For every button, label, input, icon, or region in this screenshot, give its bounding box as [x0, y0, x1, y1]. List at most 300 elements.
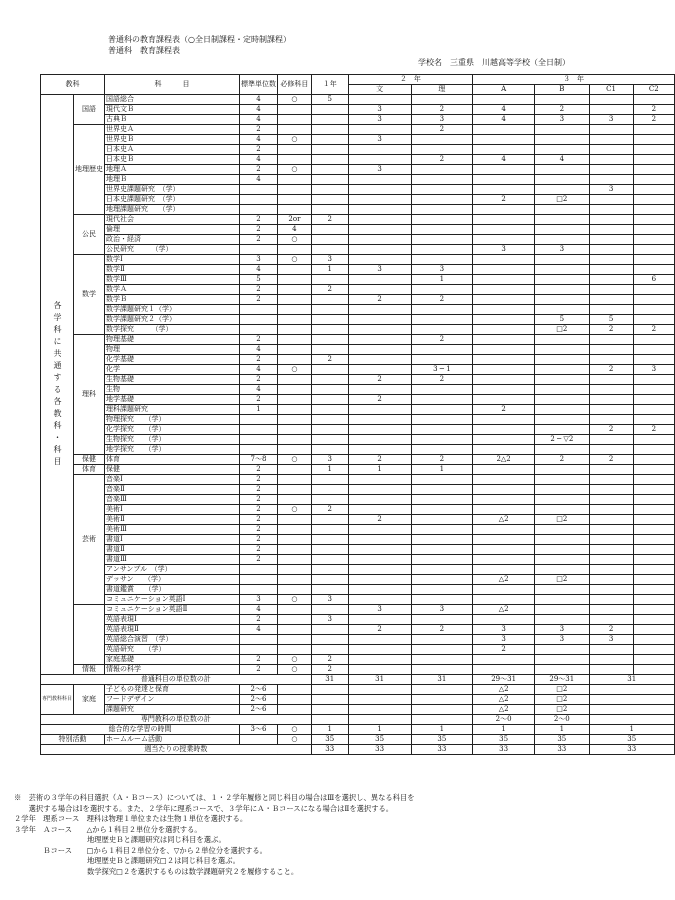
year3-b-units: [535, 485, 589, 495]
year3-b-units: [535, 235, 589, 245]
subject-name: 世界史課題研究 （学）: [105, 185, 240, 195]
year1-units: [311, 385, 348, 395]
year3-c2-units: [633, 265, 674, 275]
year3-c2-units: 2: [633, 325, 674, 335]
required-mark: [278, 175, 312, 185]
required-mark: [278, 125, 312, 135]
subtotal-label: 専門教科の単位数の計: [41, 715, 312, 725]
year2-bun-units: [348, 145, 411, 155]
std-units: 4: [240, 105, 278, 115]
required-mark: [278, 275, 312, 285]
subject-name: 公民研究 （学）: [105, 245, 240, 255]
subject-name: 保健: [105, 465, 240, 475]
std-units: [240, 305, 278, 315]
subject-name: デッサン （学）: [105, 575, 240, 585]
year3-a-units: [473, 385, 535, 395]
table-row: [41, 255, 675, 265]
table-cell: [311, 695, 348, 705]
year3-b-units: [535, 545, 589, 555]
year2-ri-units: [411, 585, 473, 595]
year3-a-units: [473, 545, 535, 555]
subject-name: 情報の科学: [105, 665, 240, 675]
table-row: [41, 155, 675, 165]
year3-b-units: [535, 165, 589, 175]
subject-name: 数学探究 （学）: [105, 325, 240, 335]
year1-units: [311, 475, 348, 485]
year3-a-units: [473, 595, 535, 605]
year3-c1-units: [589, 535, 633, 545]
table-row: [41, 145, 675, 155]
year2-bun-units: [348, 325, 411, 335]
year3-b-units: [535, 605, 589, 615]
subtotal-row: [41, 675, 675, 685]
subject-name: 化学探究 （学）: [105, 425, 240, 435]
year2-bun-units: [348, 335, 411, 345]
year2-bun-units: [348, 305, 411, 315]
subject-name: 英語表現Ⅰ: [105, 615, 240, 625]
year3-c1-units: [589, 155, 633, 165]
subject-name: 書道Ⅰ: [105, 535, 240, 545]
year3-a-units: 3: [473, 245, 535, 255]
year1-units: [311, 635, 348, 645]
year3-c2-units: [633, 145, 674, 155]
year2-ri-units: [411, 435, 473, 445]
year3-c1-units: [589, 435, 633, 445]
table-row: [41, 365, 675, 375]
year1-units: [311, 485, 348, 495]
year2-bun-units: 3: [348, 105, 411, 115]
table-cell: 1: [311, 725, 348, 735]
required-mark: [278, 535, 312, 545]
year2-bun-units: [348, 365, 411, 375]
subject-name: 政治・経済: [105, 235, 240, 245]
year1-units: [311, 445, 348, 455]
year3-a-units: [473, 485, 535, 495]
year1-units: [311, 115, 348, 125]
year2-bun-units: [348, 405, 411, 415]
year2-bun-units: 3: [348, 115, 411, 125]
year2-bun-units: [348, 275, 411, 285]
year3-b-units: [535, 395, 589, 405]
year2-ri-units: [411, 285, 473, 295]
year3-c2-units: [633, 375, 674, 385]
year3-b-units: [535, 585, 589, 595]
year2-bun-units: [348, 315, 411, 325]
std-units: [240, 445, 278, 455]
year1-units: 3: [311, 255, 348, 265]
year3-b-units: □2: [535, 515, 589, 525]
year3-b-units: [535, 365, 589, 375]
subject-name: 現代社会: [105, 215, 240, 225]
year3-a-units: [473, 275, 535, 285]
subject-name: フードデザイン: [105, 695, 240, 705]
year3-a-units: [473, 255, 535, 265]
table-row: [41, 225, 675, 235]
table-cell: 33: [589, 745, 675, 755]
table-cell: 2～0: [473, 715, 535, 725]
year2-ri-units: [411, 345, 473, 355]
year1-units: [311, 155, 348, 165]
year3-c2-units: [633, 485, 674, 495]
subject-group: 公民: [74, 215, 105, 255]
year3-c1-units: [589, 335, 633, 345]
year3-b-units: □2: [535, 705, 589, 715]
year2-ri-units: [411, 515, 473, 525]
std-units: 2～6: [240, 695, 278, 705]
table-cell: [278, 705, 312, 715]
table-row: [41, 215, 675, 225]
note-line: ※ 芸術の３学年の科目選択（Ａ・Ｂコース）については、１・２学年履修と同じ科目の場合はⅢを選択し、異なる科目を: [14, 793, 415, 802]
year3-c2-units: [633, 465, 674, 475]
year3-c2-units: [633, 555, 674, 565]
year3-b-units: 3: [535, 625, 589, 635]
year1-units: [311, 525, 348, 535]
year3-c2-units: [633, 575, 674, 585]
year3-c2-units: [633, 415, 674, 425]
year3-c2-units: [633, 475, 674, 485]
year3-c1-units: [589, 515, 633, 525]
table-row: [41, 375, 675, 385]
year2-ri-units: [411, 395, 473, 405]
table-cell: 35: [348, 735, 411, 745]
subject-name: 地学探究 （学）: [105, 445, 240, 455]
year2-bun-units: [348, 555, 411, 565]
year2-ri-units: [411, 665, 473, 675]
std-units: 2: [240, 125, 278, 135]
subject-name: 数学Ⅱ: [105, 265, 240, 275]
year3-c1-units: [589, 195, 633, 205]
year2-bun-units: 3: [348, 165, 411, 175]
year2-ri-units: [411, 255, 473, 265]
year3-c2-units: [633, 285, 674, 295]
required-mark: [278, 515, 312, 525]
subject-name: 体育: [105, 455, 240, 465]
year3-b-units: [535, 305, 589, 315]
year2-bun-units: [348, 205, 411, 215]
year3-a-units: 4: [473, 105, 535, 115]
table-cell: 33: [348, 745, 411, 755]
year3-c2-units: [633, 335, 674, 345]
year3-c1-units: [589, 295, 633, 305]
required-mark: [278, 195, 312, 205]
year3-c1-units: [589, 105, 633, 115]
std-units: [240, 585, 278, 595]
required-mark: [278, 395, 312, 405]
year3-c1-units: [589, 655, 633, 665]
table-row: [41, 535, 675, 545]
table-row: [41, 485, 675, 495]
year3-c1-units: [589, 585, 633, 595]
subject-name: 数学Ｂ: [105, 295, 240, 305]
year3-c1-units: [589, 565, 633, 575]
std-units: [240, 635, 278, 645]
table-row: [41, 735, 675, 745]
table-cell: 35: [411, 735, 473, 745]
year3-b-units: [535, 95, 589, 105]
required-mark: ○: [278, 655, 312, 665]
subject-name: 美術Ⅲ: [105, 525, 240, 535]
std-units: [240, 565, 278, 575]
std-units: 2: [240, 655, 278, 665]
required-mark: 4: [278, 225, 312, 235]
year3-a-units: [473, 325, 535, 335]
table-cell: [411, 695, 473, 705]
year3-b-units: 3: [535, 115, 589, 125]
year3-b-units: [535, 445, 589, 455]
std-units: 2: [240, 475, 278, 485]
year3-c1-units: [589, 125, 633, 135]
required-mark: ○: [278, 95, 312, 105]
year3-c2-units: [633, 225, 674, 235]
subject-name: コミュニケーション英語Ⅰ: [105, 595, 240, 605]
year2-bun-units: [348, 125, 411, 135]
col-c2: C2: [633, 85, 674, 95]
required-mark: [278, 635, 312, 645]
year3-a-units: 3: [473, 635, 535, 645]
year3-b-units: [535, 135, 589, 145]
year3-b-units: [535, 255, 589, 265]
subject-name: 音楽Ⅲ: [105, 495, 240, 505]
table-row: [41, 205, 675, 215]
year3-a-units: 2△2: [473, 455, 535, 465]
year3-a-units: [473, 505, 535, 515]
table-row: [41, 425, 675, 435]
school-name: 学校名 三重県 川越高等学校（全日制）: [418, 58, 570, 67]
year3-b-units: [535, 285, 589, 295]
year3-a-units: [473, 225, 535, 235]
year2-bun-units: [348, 155, 411, 165]
required-mark: [278, 375, 312, 385]
year3-a-units: [473, 135, 535, 145]
year3-c1-units: 2: [589, 455, 633, 465]
year3-a-units: [473, 665, 535, 675]
year3-c1-units: [589, 175, 633, 185]
year3-a-units: [473, 525, 535, 535]
std-units: 2: [240, 515, 278, 525]
year3-c2-units: [633, 185, 674, 195]
year3-c2-units: 6: [633, 275, 674, 285]
year2-bun-units: 2: [348, 625, 411, 635]
col-bun: 文: [348, 85, 411, 95]
year3-b-units: [535, 265, 589, 275]
year1-units: 3: [311, 595, 348, 605]
year3-b-units: [535, 345, 589, 355]
year2-ri-units: [411, 485, 473, 495]
table-cell: 1: [589, 725, 675, 735]
required-mark: [278, 305, 312, 315]
subject-name: 地理Ｂ: [105, 175, 240, 185]
year3-a-units: [473, 585, 535, 595]
std-units: 2: [240, 235, 278, 245]
table-row: [41, 465, 675, 475]
year2-ri-units: [411, 415, 473, 425]
year3-c1-units: [589, 605, 633, 615]
required-mark: [278, 645, 312, 655]
year1-units: [311, 535, 348, 545]
table-cell: 1: [473, 725, 535, 735]
subject-name: 生物: [105, 385, 240, 395]
year3-c2-units: [633, 175, 674, 185]
year3-c2-units: [633, 155, 674, 165]
std-units: 4: [240, 365, 278, 375]
std-units: [240, 575, 278, 585]
year1-units: [311, 645, 348, 655]
year1-units: [311, 235, 348, 245]
year2-bun-units: [348, 645, 411, 655]
table-row: [41, 605, 675, 615]
table-row: [41, 435, 675, 445]
year3-b-units: [535, 645, 589, 655]
note-line: Ｂコース □から１科目２単位分を、▽から２単位分を選択する。: [14, 845, 267, 855]
year3-a-units: [473, 465, 535, 475]
notes: [14, 793, 415, 877]
table-cell: [411, 705, 473, 715]
subject-name: 化学基礎: [105, 355, 240, 365]
year3-c1-units: [589, 245, 633, 255]
table-row: [41, 705, 675, 715]
total-label: 週当たりの授業時数: [41, 745, 312, 755]
table-row: [41, 645, 675, 655]
std-units: 4: [240, 155, 278, 165]
required-mark: ○: [278, 235, 312, 245]
year3-a-units: 2: [473, 195, 535, 205]
required-mark: [278, 115, 312, 125]
year3-a-units: [473, 295, 535, 305]
required-mark: [278, 425, 312, 435]
table-cell: [278, 695, 312, 705]
subject-name: 理科課題研究: [105, 405, 240, 415]
subject-group: 情報: [74, 665, 105, 675]
required-mark: [278, 625, 312, 635]
subject-name: アンサンブル （学）: [105, 565, 240, 575]
std-units: 4: [240, 95, 278, 105]
year1-units: [311, 325, 348, 335]
table-cell: 35: [311, 735, 348, 745]
subject-name: 美術Ⅰ: [105, 505, 240, 515]
std-units: 2: [240, 615, 278, 625]
table-row: [41, 315, 675, 325]
year2-bun-units: [348, 175, 411, 185]
year3-c1-units: 3: [589, 185, 633, 195]
year3-c2-units: [633, 665, 674, 675]
std-units: 2: [240, 535, 278, 545]
year3-b-units: [535, 385, 589, 395]
table-cell: 29～31: [535, 675, 589, 685]
common-subjects-label: 各学科に共通する各教科・科目: [41, 95, 74, 675]
col-std-units: 標準単位数: [240, 75, 278, 95]
year3-b-units: [535, 295, 589, 305]
required-mark: [278, 245, 312, 255]
col-a: A: [473, 85, 535, 95]
year2-bun-units: 2: [348, 295, 411, 305]
subject-name: 子どもの発達と保育: [105, 685, 240, 695]
table-cell: 33: [311, 745, 348, 755]
year3-c1-units: [589, 615, 633, 625]
table-cell: [589, 705, 675, 715]
subject-group: 特別活動: [41, 735, 105, 745]
year3-c1-units: [589, 415, 633, 425]
year1-units: [311, 425, 348, 435]
year3-c1-units: 2: [589, 425, 633, 435]
table-cell: [311, 715, 348, 725]
year3-b-units: [535, 505, 589, 515]
year1-units: [311, 495, 348, 505]
std-units: 2: [240, 505, 278, 515]
required-mark: ○: [278, 135, 312, 145]
year2-bun-units: 2: [348, 395, 411, 405]
year3-b-units: 3: [535, 635, 589, 645]
table-row: [41, 135, 675, 145]
required-mark: [278, 475, 312, 485]
table-row: [41, 525, 675, 535]
subject-name: コミュニケーション英語Ⅱ: [105, 605, 240, 615]
year3-b-units: [535, 475, 589, 485]
year3-c1-units: [589, 255, 633, 265]
year2-bun-units: [348, 525, 411, 535]
year3-b-units: [535, 465, 589, 475]
table-row: [41, 125, 675, 135]
year3-c1-units: [589, 145, 633, 155]
year3-a-units: [473, 415, 535, 425]
year1-units: 1: [311, 465, 348, 475]
year2-ri-units: [411, 135, 473, 145]
table-row: [41, 345, 675, 355]
subject-name: 課題研究: [105, 705, 240, 715]
table-row: [41, 545, 675, 555]
year1-units: [311, 165, 348, 175]
col-kyoka: 教科: [41, 75, 105, 95]
table-cell: 1: [411, 725, 473, 735]
table-row: [41, 165, 675, 175]
year2-ri-units: [411, 635, 473, 645]
subject-name: 数学課題研究１（学）: [105, 305, 240, 315]
required-mark: [278, 105, 312, 115]
year3-a-units: [473, 355, 535, 365]
std-units: [240, 205, 278, 215]
year3-a-units: [473, 535, 535, 545]
year3-b-units: [535, 125, 589, 135]
year3-a-units: [473, 435, 535, 445]
year1-units: 5: [311, 95, 348, 105]
table-cell: [278, 685, 312, 695]
subject-name: 書道鑑賞 （学）: [105, 585, 240, 595]
required-mark: [278, 295, 312, 305]
year2-ri-units: [411, 575, 473, 585]
year3-c2-units: [633, 655, 674, 665]
sogo-label: 総合的な学習の時間: [41, 725, 240, 735]
year2-ri-units: [411, 175, 473, 185]
required-mark: [278, 465, 312, 475]
table-cell: ○: [278, 735, 312, 745]
table-cell: 31: [411, 675, 473, 685]
std-units: 2: [240, 145, 278, 155]
std-units: 2: [240, 165, 278, 175]
year2-ri-units: [411, 545, 473, 555]
subject-name: 国語総合: [105, 95, 240, 105]
subject-name: 世界史Ｂ: [105, 135, 240, 145]
table-cell: 29～31: [473, 675, 535, 685]
year3-c2-units: [633, 515, 674, 525]
std-units: 2: [240, 395, 278, 405]
year2-bun-units: 2: [348, 515, 411, 525]
year3-c1-units: [589, 575, 633, 585]
table-row: [41, 115, 675, 125]
table-row: [41, 495, 675, 505]
std-units: 2: [240, 495, 278, 505]
year1-units: [311, 225, 348, 235]
subject-name: 日本史Ａ: [105, 145, 240, 155]
subject-name: 古典Ｂ: [105, 115, 240, 125]
